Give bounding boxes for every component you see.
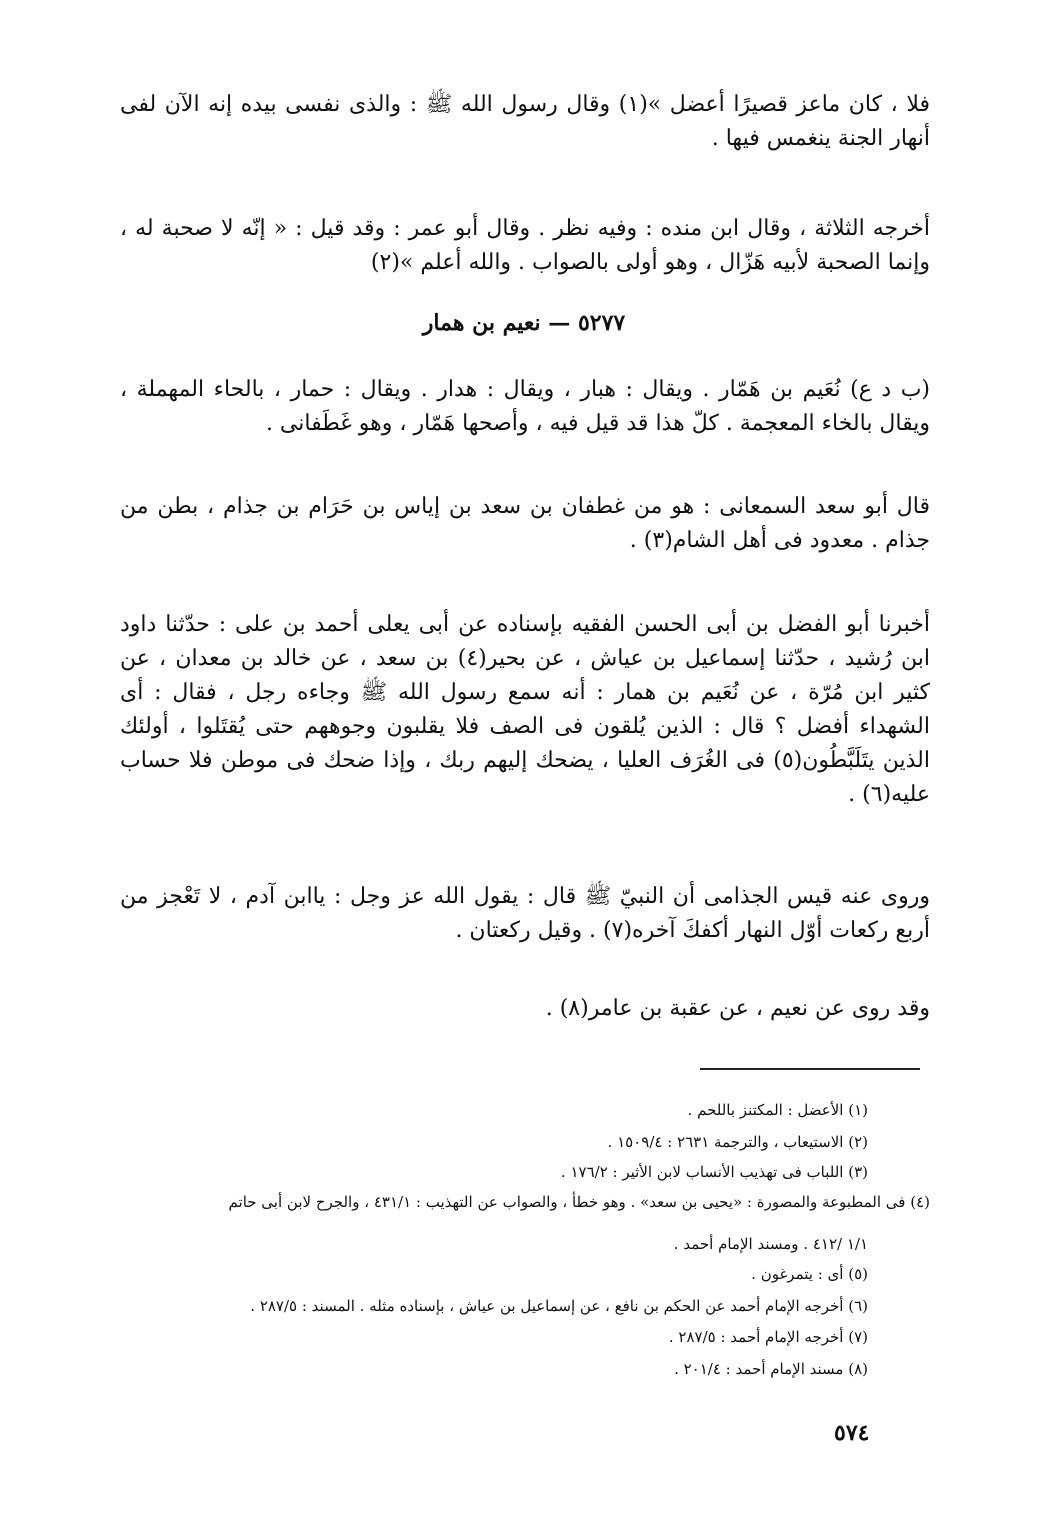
footnote-5: (٥) أى : يتمرغون . [751, 1265, 868, 1283]
footnote-2: (٢) الاستيعاب ، والترجمة ٢٦٣١ : ١٥٠٩/٤ . [607, 1133, 868, 1151]
page-number: ٥٧٤ [834, 1420, 870, 1446]
footnote-3: (٣) اللباب فى تهذيب الأنساب لابن الأثير : ١٧٦/٢ . [560, 1163, 868, 1181]
paragraph-7: وقد روى عن نعيم ، عن عقبة بن عامر(٨) . [545, 996, 930, 1021]
paragraph-6: وروى عنه قيس الجذامى أن النبيّ ﷺ قال : يقول الله عز وجل : ياابن آدم ، لا تَعْجز من أربع ركعات أوّل النهار أكفكَ آخره(٧) . وقيل ركعتان . [120, 884, 930, 943]
footnote-1: (١) الأعضل : المكتنز باللحم . [687, 1101, 868, 1119]
footnote-6: (٦) أخرجه الإمام أحمد عن الحكم بن نافع ، عن إسماعيل بن عياش ، بإسناده مثله . المسند : ٢٨٧/٥ . [250, 1297, 868, 1315]
footnote-4: (٤) فى المطبوعة والمصورة : «يحيى بن سعد» . وهو خطأ ، والصواب عن التهذيب : ٤٣١/١ ، والجرح لابن أبى حاتم [228, 1193, 930, 1211]
paragraph-5: أخبرنا أبو الفضل بن أبى الحسن الفقيه بإسناده عن أبى يعلى أحمد بن على : حدّثنا داود ابن رُشيد ، حدّثنا إسماعيل بن عياش ، عن بحير(٤) بن سعد ، عن خالد بن معدان ، عن كثير ابن مُرّة ، عن نُعَيم بن همار : أنه سمع رسول الله ﷺ وجاءه رجل ، فقال : أى الشهداء أفضل ؟ قال : الذين يُلقون فى الصف فلا يقلبون وجوههم حتى يُقتَلوا ، أولئك الذين يتَلَبَّطُون(٥) فى الغُرَف العليا ، يضحك إليهم ربك ، وإذا ضحك فى موطن فلا حساب عليه(٦) . [120, 612, 930, 807]
footnote-7: (٧) أخرجه الإمام أحمد : ٢٨٧/٥ . [668, 1328, 868, 1346]
entry-heading: ٥٢٧٧ — نعيم بن همار [422, 310, 626, 336]
paragraph-3: (ب د ع) نُعَيم بن هَمّار . ويقال : هبار ، ويقال : هدار . ويقال : حمار ، بالحاء المهملة ، ويقال بالخاء المعجمة . كلّ هذا قد قيل فيه ، وأصحها هَمّار ، وهو غَطَفانى . [120, 377, 930, 436]
footnote-divider [700, 1068, 920, 1070]
footnote-4-continued: ١/١ /٤١٢ . ومسند الإمام أحمد . [673, 1235, 868, 1253]
paragraph-2: أخرجه الثلاثة ، وقال ابن منده : وفيه نظر . وقال أبو عمر : وقد قيل : « إنّه لا صحبة له ، وإنما الصحبة لأبيه هَزّال ، وهو أولى بالصواب . والله أعلم »(٢) [120, 216, 930, 275]
footnote-8: (٨) مسند الإمام أحمد : ٢٠١/٤ . [674, 1360, 868, 1378]
paragraph-1: فلا ، كان ماعز قصيرًا أعضل »(١) وقال رسول الله ﷺ : والذى نفسى بيده إنه الآن لفى أنهار الجنة ينغمس فيها . [120, 92, 931, 151]
paragraph-4: قال أبو سعد السمعانى : هو من غطفان بن سعد بن إياس بن حَرَام بن جذام ، بطن من جذام . معدود فى أهل الشام(٣) . [120, 494, 930, 553]
